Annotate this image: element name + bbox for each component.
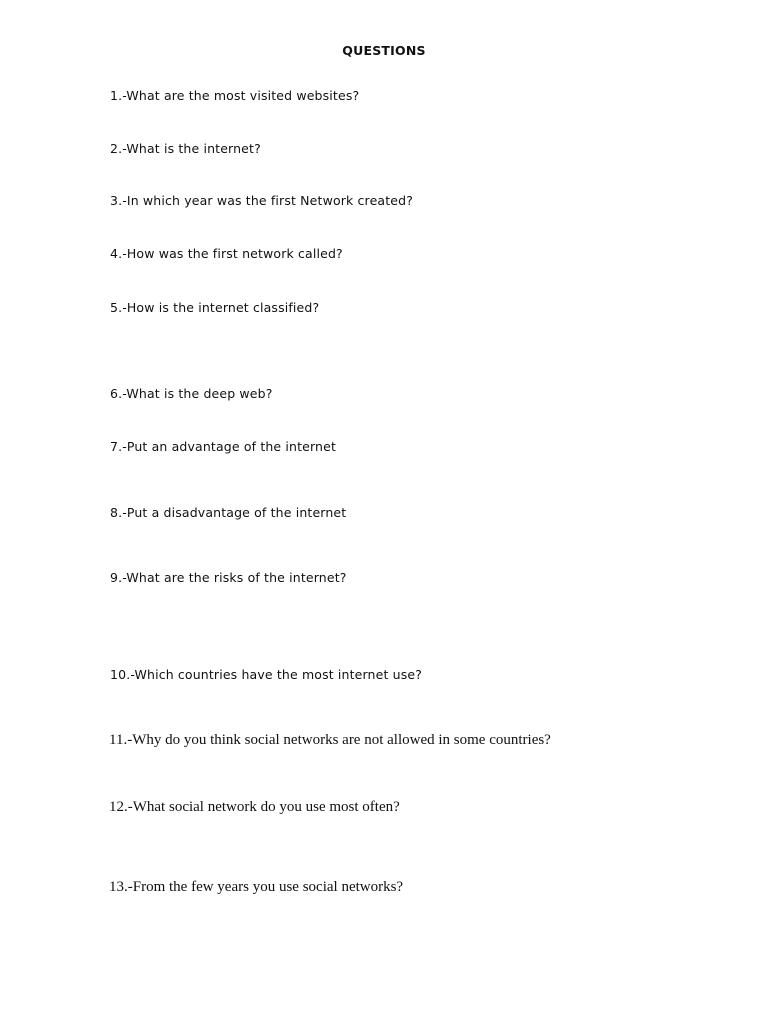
question-12: 12.-What social network do you use most often?: [109, 799, 400, 815]
question-5: 5.-How is the internet classified?: [110, 300, 320, 315]
question-6: 6.-What is the deep web?: [110, 386, 273, 401]
page-title: QUESTIONS: [342, 43, 426, 58]
question-7: 7.-Put an advantage of the internet: [110, 439, 337, 454]
question-9: 9.-What are the risks of the internet?: [110, 570, 347, 585]
question-10: 10.-Which countries have the most internet use?: [110, 667, 423, 682]
question-1: 1.-What are the most visited websites?: [110, 88, 360, 103]
question-3: 3.-In which year was the first Network created?: [110, 193, 413, 208]
question-8: 8.-Put a disadvantage of the internet: [110, 505, 347, 520]
question-2: 2.-What is the internet?: [110, 141, 261, 156]
question-4: 4.-How was the first network called?: [110, 246, 343, 261]
question-11: 11.-Why do you think social networks are not allowed in some countries?: [109, 732, 551, 748]
question-13: 13.-From the few years you use social networks?: [109, 879, 404, 895]
